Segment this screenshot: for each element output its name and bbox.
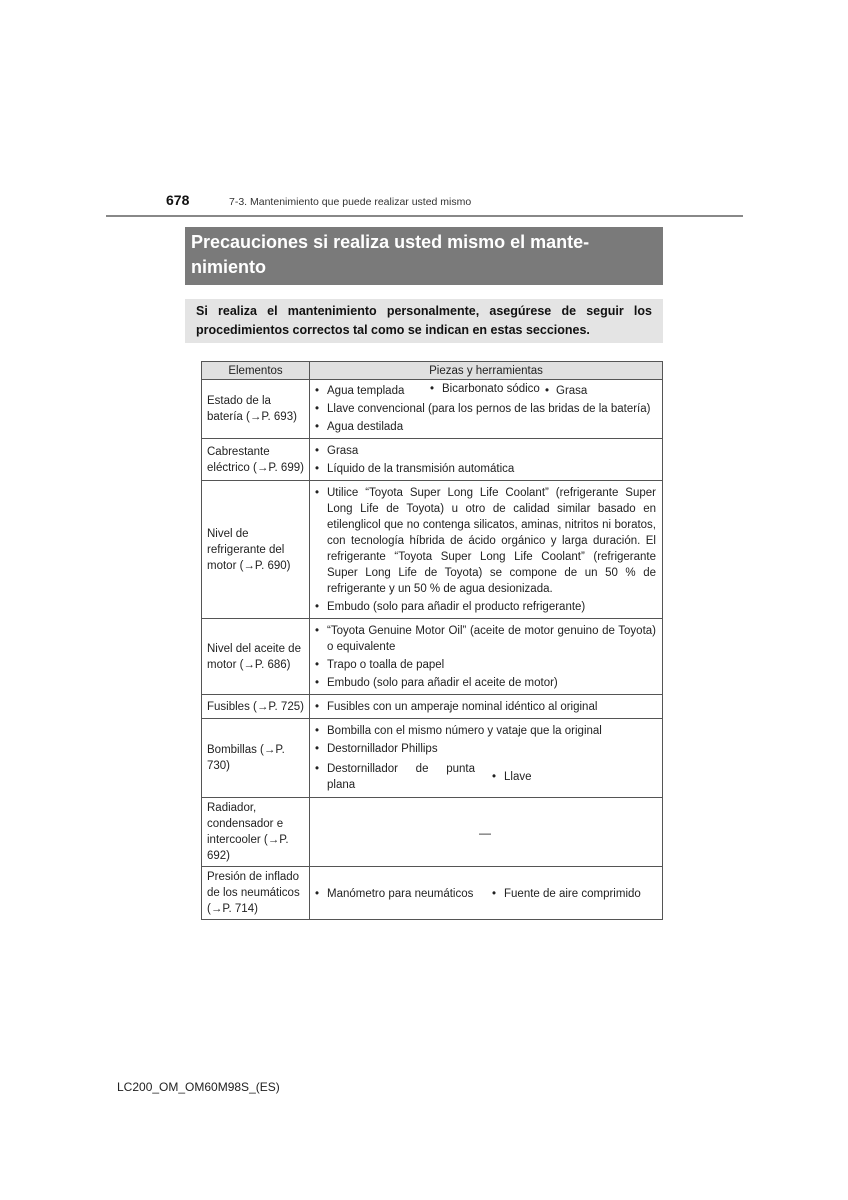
bullet-item: • Embudo (solo para añadir el producto refrigerante): [314, 599, 656, 615]
table-header-row: [202, 362, 663, 380]
banner-title: [191, 230, 661, 280]
table-row: [202, 695, 663, 719]
element-cell: Presión de inflado de los neumáticos (→P. 714): [202, 867, 310, 920]
parts-cell: [310, 867, 663, 920]
parts-cell: [310, 695, 663, 719]
parts-cell: [310, 481, 663, 619]
bullet-row: [314, 884, 656, 904]
bullet-item: • “Toyota Genuine Motor Oil” (aceite de motor genuino de Toyota) o equivalente: [314, 623, 656, 655]
table-row: [202, 380, 663, 439]
parts-cell: [310, 380, 663, 439]
element-cell: Radiador, condensador e intercooler (→P. 692): [202, 798, 310, 867]
document-code: LC200_OM_OM60M98S_(ES): [117, 1080, 280, 1094]
page-number: 678: [166, 192, 190, 208]
bullet-row: [314, 759, 656, 795]
parts-cell: [310, 619, 663, 695]
element-cell: Nivel del aceite de motor (→P. 686): [202, 619, 310, 695]
header-divider: [106, 215, 743, 217]
bullet-item: • Embudo (solo para añadir el aceite de motor): [314, 675, 656, 691]
bullet-item: • Llave convencional (para los pernos de las bridas de la batería): [314, 401, 656, 417]
column-header: Piezas y herramientas: [310, 362, 663, 380]
table-row: [202, 867, 663, 920]
bullet-item: • Destornillador de punta plana: [314, 761, 475, 793]
banner-title-line: nimiento: [191, 257, 266, 277]
intro-text: Si realiza el mantenimiento personalmente, asegúrese de seguir los procedimientos correctos tal como se indican en estas secciones.: [196, 304, 652, 337]
bullet-item: • Agua templada: [314, 383, 429, 399]
empty-value-dash: —: [310, 798, 663, 867]
table-row: [202, 719, 663, 798]
element-cell: Nivel de refrigerante del motor (→P. 690): [202, 481, 310, 619]
bullet-item: • Utilice “Toyota Super Long Life Coolant” (refrigerante Super Long Life de Toyota) u otro de calidad similar basado en etilenglicol que no contenga silicatos, aminas, nitritos ni boratos, con tecnología híbrida de ácido orgánico y larga duración. El refrigerante “Toyota Super Long Life Coolant” (refrigerante Super Long Life de Toyota) se compone de un 50 % de refrigerante y un 50 % de agua desionizada.: [314, 485, 656, 597]
bullet-row: [314, 383, 656, 399]
table-row: [202, 798, 663, 867]
bullet-item: • Destornillador Phillips: [314, 741, 656, 757]
bullet-item: • Fusibles con un amperaje nominal idéntico al original: [314, 699, 656, 715]
element-cell: Cabrestante eléctrico (→P. 699): [202, 439, 310, 481]
maintenance-table: [201, 361, 663, 920]
table-row: [202, 439, 663, 481]
element-cell: Fusibles (→P. 725): [202, 695, 310, 719]
table-row: [202, 619, 663, 695]
banner-title-line: Precauciones si realiza usted mismo el mante-: [191, 232, 590, 252]
bullet-item: • Líquido de la transmisión automática: [314, 461, 656, 477]
element-cell: Estado de la batería (→P. 693): [202, 380, 310, 439]
element-cell: Bombillas (→P. 730): [202, 719, 310, 798]
bullet-item: • Trapo o toalla de papel: [314, 657, 656, 673]
bullet-item: • Fuente de aire comprimido: [491, 886, 641, 902]
bullet-item: • Grasa: [314, 443, 656, 459]
bullet-item: • Manómetro para neumáticos: [314, 886, 475, 902]
bullet-item: • Agua destilada: [314, 419, 656, 435]
parts-cell: [310, 439, 663, 481]
bullet-item: • Grasa: [544, 383, 656, 399]
bullet-item: • Bombilla con el mismo número y vataje que la original: [314, 723, 656, 739]
bullet-item: • Llave: [491, 769, 532, 785]
table-row: [202, 481, 663, 619]
section-title: 7-3. Mantenimiento que puede realizar usted mismo: [229, 196, 472, 208]
parts-cell: [310, 719, 663, 798]
column-header: Elementos: [202, 362, 310, 380]
bullet-item: • Bicarbonato sódico: [429, 381, 544, 397]
